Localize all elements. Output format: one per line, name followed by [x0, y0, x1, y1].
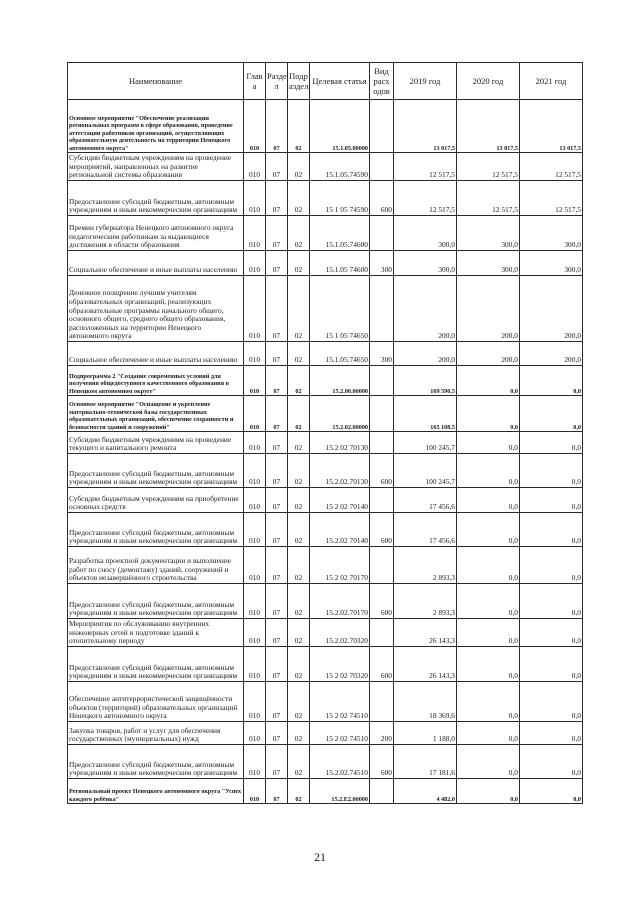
- row-2020: 0,0: [457, 432, 520, 454]
- table-row: [68, 488, 583, 513]
- row-vid: 300: [370, 342, 394, 366]
- row-2021: 300,0: [520, 216, 583, 251]
- row-2021: 0,0: [520, 547, 583, 584]
- row-2020: 13 017,5: [457, 100, 520, 153]
- table-row: [68, 432, 583, 454]
- row-article: 15 2 02 70320: [310, 647, 370, 682]
- row-podrazdel: 02: [288, 342, 310, 366]
- row-razdel: 07: [266, 488, 288, 513]
- row-2020: 200,0: [457, 342, 520, 366]
- row-2019: 200,0: [394, 276, 457, 342]
- row-vid: 600: [370, 513, 394, 547]
- row-2020: 0,0: [457, 745, 520, 779]
- row-glav: 010: [244, 216, 266, 251]
- row-article: 15 2 02 74510: [310, 722, 370, 745]
- row-podrazdel: 02: [288, 396, 310, 432]
- row-razdel: 07: [266, 722, 288, 745]
- row-article: 15 2 02 74510: [310, 682, 370, 722]
- row-2020: 0,0: [457, 584, 520, 619]
- row-vid: 600: [370, 647, 394, 682]
- row-vid: [370, 682, 394, 722]
- row-article: 15.1.05.74650: [310, 342, 370, 366]
- row-2020: 0,0: [457, 722, 520, 745]
- row-glav: 010: [244, 100, 266, 153]
- row-razdel: 07: [266, 547, 288, 584]
- row-2020: 0,0: [457, 366, 520, 396]
- table-row: [68, 396, 583, 432]
- header-2021: 2021 год: [520, 63, 583, 100]
- row-razdel: 07: [266, 745, 288, 779]
- row-article: 15.2.02.74510: [310, 745, 370, 779]
- row-vid: [370, 216, 394, 251]
- row-glav: 010: [244, 584, 266, 619]
- row-2019: 17 456,6: [394, 488, 457, 513]
- row-podrazdel: 02: [288, 181, 310, 216]
- row-name: Предоставление субсидий бюджетным, автономным учреждениям и иным некоммерческим организациям: [68, 181, 244, 216]
- table-row: [68, 619, 583, 647]
- row-article: 15 1 05 74650: [310, 276, 370, 342]
- row-2020: 200,0: [457, 276, 520, 342]
- row-podrazdel: 02: [288, 682, 310, 722]
- table-row: [68, 100, 583, 153]
- row-2021: 13 017,5: [520, 100, 583, 153]
- row-2019: 1 188,0: [394, 722, 457, 745]
- row-2019: 12 517,5: [394, 153, 457, 181]
- table-row: [68, 745, 583, 779]
- row-razdel: 07: [266, 779, 288, 804]
- table-row: [68, 647, 583, 682]
- row-2021: 0,0: [520, 619, 583, 647]
- row-2019: 18 369,6: [394, 682, 457, 722]
- row-article: 15.2.02.70320: [310, 619, 370, 647]
- table-row: [68, 342, 583, 366]
- row-name: Предоставление субсидий бюджетным, автономным учреждениям и иным некоммерческим организациям: [68, 454, 244, 488]
- row-vid: [370, 153, 394, 181]
- row-2021: 0,0: [520, 647, 583, 682]
- row-vid: [370, 779, 394, 804]
- row-vid: 600: [370, 181, 394, 216]
- row-vid: 600: [370, 745, 394, 779]
- row-razdel: 07: [266, 647, 288, 682]
- row-article: 15.1.05.74600: [310, 216, 370, 251]
- table-row: [68, 454, 583, 488]
- header-vid: Вид расх одов: [370, 63, 394, 100]
- row-2019: 2 893,3: [394, 547, 457, 584]
- row-2020: 0,0: [457, 682, 520, 722]
- row-2019: 17 456,6: [394, 513, 457, 547]
- row-article: 15.2 02 70130: [310, 432, 370, 454]
- row-glav: 010: [244, 547, 266, 584]
- row-vid: [370, 396, 394, 432]
- row-podrazdel: 02: [288, 547, 310, 584]
- row-2021: 200,0: [520, 276, 583, 342]
- row-2021: 0,0: [520, 745, 583, 779]
- row-razdel: 07: [266, 396, 288, 432]
- row-article: 15.2.00.00000: [310, 366, 370, 396]
- row-razdel: 07: [266, 619, 288, 647]
- row-2019: 100 245,7: [394, 454, 457, 488]
- row-2019: 26 143,3: [394, 619, 457, 647]
- row-glav: 010: [244, 619, 266, 647]
- row-article: 15 2 02 70170: [310, 547, 370, 584]
- header-razdel: Разде л: [266, 63, 288, 100]
- row-2021: 0,0: [520, 396, 583, 432]
- table-row: [68, 181, 583, 216]
- table-row: [68, 547, 583, 584]
- row-podrazdel: 02: [288, 276, 310, 342]
- row-glav: 010: [244, 454, 266, 488]
- row-razdel: 07: [266, 276, 288, 342]
- row-2020: 0,0: [457, 779, 520, 804]
- row-article: 15.1.05.00000: [310, 100, 370, 153]
- table-row: [68, 682, 583, 722]
- row-name: Социальное обеспечение и иные выплаты населению: [68, 342, 244, 366]
- row-name: Основное мероприятие "Оснащение и укрепление материально-технической базы государственных образовательных организаций, обеспечение сохранности и безопасности зданий и сооружений": [68, 396, 244, 432]
- row-name: Денежное поощрение лучшим учителям образовательных организаций, реализующих образовательные программы начального общего, основного общего, среднего общего образования, расположенных на территории Ненецкого автономного округа: [68, 276, 244, 342]
- header-2019: 2019 год: [394, 63, 457, 100]
- row-vid: 600: [370, 584, 394, 619]
- row-article: 15.2.02.00000: [310, 396, 370, 432]
- row-glav: 010: [244, 682, 266, 722]
- row-name: Предоставление субсидий бюджетным, автономным учреждениям и иным некоммерческим организациям: [68, 513, 244, 547]
- row-2019: 12 517,5: [394, 181, 457, 216]
- table-row: [68, 216, 583, 251]
- table-row: [68, 779, 583, 804]
- row-name: Разработка проектной документации и выполнение работ по сносу (демонтажу) зданий, сооружений и объектов незавершённого строительства: [68, 547, 244, 584]
- row-glav: 010: [244, 745, 266, 779]
- header-glav: Глав а: [244, 63, 266, 100]
- row-name: Субсидии бюджетным учреждениям на приобретение основных средств: [68, 488, 244, 513]
- table-header-row: [68, 63, 583, 100]
- row-vid: [370, 100, 394, 153]
- row-razdel: 07: [266, 181, 288, 216]
- row-podrazdel: 02: [288, 488, 310, 513]
- row-2020: 12 517,5: [457, 153, 520, 181]
- row-podrazdel: 02: [288, 619, 310, 647]
- row-2020: 12 517,5: [457, 181, 520, 216]
- budget-table: [67, 62, 583, 804]
- table-row: [68, 251, 583, 276]
- row-glav: 010: [244, 488, 266, 513]
- row-podrazdel: 02: [288, 216, 310, 251]
- row-2019: 17 181,6: [394, 745, 457, 779]
- row-glav: 010: [244, 153, 266, 181]
- row-vid: [370, 547, 394, 584]
- row-2021: 12 517,5: [520, 181, 583, 216]
- row-article: 15.1.05 74600: [310, 251, 370, 276]
- row-2020: 300,0: [457, 216, 520, 251]
- row-name: Предоставление субсидий бюджетным, автономным учреждениям и иным некоммерческим организациям: [68, 584, 244, 619]
- row-article: 15.1.05.74590: [310, 153, 370, 181]
- row-2020: 0,0: [457, 547, 520, 584]
- row-glav: 010: [244, 181, 266, 216]
- row-2019: 4 482,0: [394, 779, 457, 804]
- row-2021: 300,0: [520, 251, 583, 276]
- row-2021: 0,0: [520, 779, 583, 804]
- row-razdel: 07: [266, 513, 288, 547]
- row-glav: 010: [244, 396, 266, 432]
- row-2019: 26 143,3: [394, 647, 457, 682]
- row-2020: 300,0: [457, 251, 520, 276]
- row-name: Премии губернатора Ненецкого автономного округа педагогическим работникам за выдающиеся достижения в области образования: [68, 216, 244, 251]
- row-article: 15.2.02 70140: [310, 513, 370, 547]
- row-article: 15.2.02.70130: [310, 454, 370, 488]
- row-2019: 2 893,3: [394, 584, 457, 619]
- header-article: Целевая статья: [310, 63, 370, 100]
- row-2020: 0,0: [457, 396, 520, 432]
- row-2021: 0,0: [520, 432, 583, 454]
- row-podrazdel: 02: [288, 251, 310, 276]
- row-2021: 12 517,5: [520, 153, 583, 181]
- row-article: 15.2.02.70170: [310, 584, 370, 619]
- row-2021: 0,0: [520, 584, 583, 619]
- row-razdel: 07: [266, 454, 288, 488]
- row-glav: 010: [244, 513, 266, 547]
- row-razdel: 07: [266, 100, 288, 153]
- row-name: Социальное обеспечение и иные выплаты населению: [68, 251, 244, 276]
- table-row: [68, 153, 583, 181]
- row-name: Закупка товаров, работ и услуг для обеспечения государственных (муниципальных) нужд: [68, 722, 244, 745]
- row-glav: 010: [244, 342, 266, 366]
- row-2019: 300,0: [394, 251, 457, 276]
- table-row: [68, 366, 583, 396]
- header-2020: 2020 год: [457, 63, 520, 100]
- row-razdel: 07: [266, 432, 288, 454]
- row-2020: 0,0: [457, 454, 520, 488]
- row-name: Подпрограмма 2 "Создание современных условий для получения общедоступного качественного образования в Ненецком автономном округе": [68, 366, 244, 396]
- row-2021: 0,0: [520, 513, 583, 547]
- row-podrazdel: 02: [288, 745, 310, 779]
- row-vid: 300: [370, 251, 394, 276]
- row-article: 15 1 05 74590: [310, 181, 370, 216]
- row-name: Региональный проект Ненецкого автономного округа "Успех каждого ребёнка": [68, 779, 244, 804]
- row-glav: 010: [244, 251, 266, 276]
- row-glav: 010: [244, 432, 266, 454]
- row-glav: 010: [244, 366, 266, 396]
- row-razdel: 07: [266, 682, 288, 722]
- row-glav: 010: [244, 722, 266, 745]
- table-row: [68, 722, 583, 745]
- row-razdel: 07: [266, 153, 288, 181]
- row-podrazdel: 02: [288, 647, 310, 682]
- row-article: 15.2.Е2.00000: [310, 779, 370, 804]
- row-2021: 0,0: [520, 454, 583, 488]
- row-name: Предоставление субсидий бюджетным, автономным учреждениям и иным некоммерческим организациям: [68, 745, 244, 779]
- row-podrazdel: 02: [288, 779, 310, 804]
- table-row: [68, 584, 583, 619]
- row-2021: 0,0: [520, 488, 583, 513]
- row-razdel: 07: [266, 251, 288, 276]
- page-number: 21: [314, 850, 326, 864]
- row-2019: 13 017,5: [394, 100, 457, 153]
- row-2019: 200,0: [394, 342, 457, 366]
- row-razdel: 07: [266, 216, 288, 251]
- header-podrazdel: Подр аздел: [288, 63, 310, 100]
- row-glav: 010: [244, 779, 266, 804]
- row-2021: 0,0: [520, 722, 583, 745]
- row-podrazdel: 02: [288, 153, 310, 181]
- header-name: Наименование: [68, 63, 244, 100]
- row-razdel: 07: [266, 342, 288, 366]
- row-2019: 300,0: [394, 216, 457, 251]
- row-2020: 0,0: [457, 513, 520, 547]
- row-2019: 100 245,7: [394, 432, 457, 454]
- row-2021: 0,0: [520, 682, 583, 722]
- row-glav: 010: [244, 276, 266, 342]
- row-2020: 0,0: [457, 488, 520, 513]
- row-vid: [370, 619, 394, 647]
- row-podrazdel: 02: [288, 100, 310, 153]
- row-razdel: 07: [266, 584, 288, 619]
- row-2019: 169 590,5: [394, 366, 457, 396]
- row-2020: 0,0: [457, 647, 520, 682]
- row-glav: 010: [244, 647, 266, 682]
- row-2020: 0,0: [457, 619, 520, 647]
- row-razdel: 07: [266, 366, 288, 396]
- row-article: 15 2 02 70140: [310, 488, 370, 513]
- row-2021: 200,0: [520, 342, 583, 366]
- row-name: Предоставление субсидий бюджетным, автономным учреждениям и иным некоммерческим организациям: [68, 647, 244, 682]
- row-podrazdel: 02: [288, 513, 310, 547]
- row-2019: 165 108,5: [394, 396, 457, 432]
- row-vid: 200: [370, 722, 394, 745]
- row-name: Субсидии бюджетным учреждениям на проведение мероприятий, направленных на развитие региональной системы образования: [68, 153, 244, 181]
- row-vid: [370, 276, 394, 342]
- row-name: Мероприятия по обслуживанию внутренних инженерных сетей и подготовке зданий к отопительному периоду: [68, 619, 244, 647]
- row-vid: 600: [370, 454, 394, 488]
- row-podrazdel: 02: [288, 366, 310, 396]
- row-name: Обеспечение антитеррористической защищённости объектов (территорий) образовательных организаций Ненецкого автономного округа: [68, 682, 244, 722]
- row-podrazdel: 02: [288, 454, 310, 488]
- row-name: Субсидии бюджетным учреждениям на проведение текущего и капитального ремонта: [68, 432, 244, 454]
- row-name: Основное мероприятие "Обеспечение реализации региональных программ в сфере образования, проведение аттестации работников организаций, осуществляющих образовательную деятельность на территории Ненецкого автономного округа": [68, 100, 244, 153]
- row-podrazdel: 02: [288, 722, 310, 745]
- table-row: [68, 276, 583, 342]
- row-2021: 0,0: [520, 366, 583, 396]
- row-vid: [370, 366, 394, 396]
- row-podrazdel: 02: [288, 584, 310, 619]
- row-vid: [370, 432, 394, 454]
- row-podrazdel: 02: [288, 432, 310, 454]
- table-row: [68, 513, 583, 547]
- row-vid: [370, 488, 394, 513]
